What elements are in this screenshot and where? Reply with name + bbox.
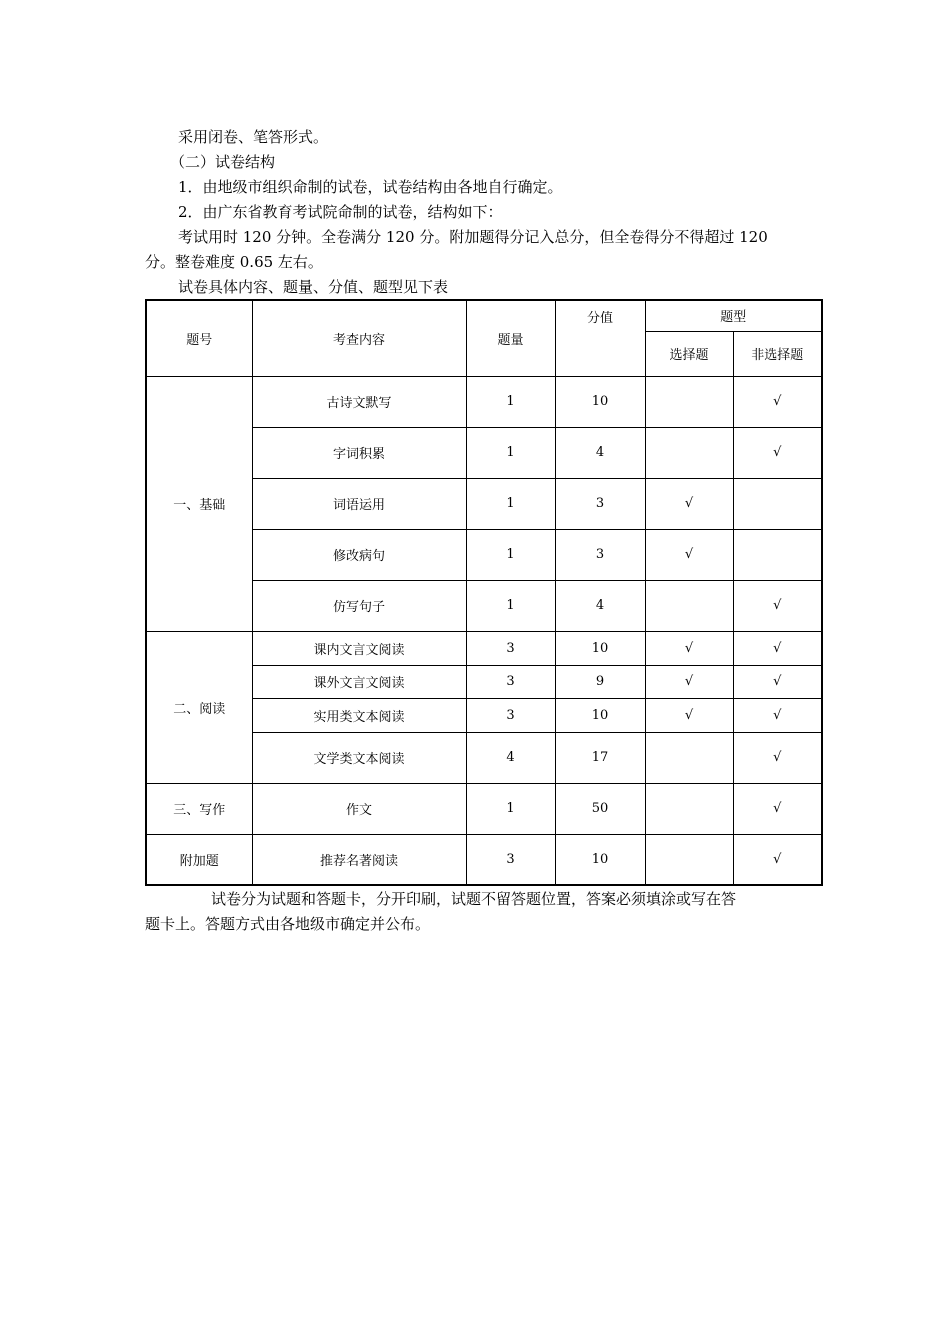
paragraph-exam-form: 采用闭卷、笔答形式。 [178, 128, 329, 146]
row-count: 3 [466, 698, 555, 732]
row-nonchoice-mark [733, 529, 822, 580]
row-nonchoice-mark [733, 478, 822, 529]
header-choice: 选择题 [645, 331, 733, 376]
row-choice-mark: √ [645, 698, 733, 732]
paragraph-answer-card-line2: 题卡上。答题方式由各地级市确定并公布。 [145, 915, 431, 933]
row-choice-mark: √ [645, 665, 733, 698]
paragraph-item-1: 1．由地级市组织命制的试卷，试卷结构由各地自行确定。 [178, 178, 563, 196]
row-choice-mark [645, 834, 733, 885]
row-content: 词语运用 [252, 478, 466, 529]
row-content: 仿写句子 [252, 580, 466, 631]
header-nonchoice: 非选择题 [733, 331, 822, 376]
group-label-bonus: 附加题 [146, 834, 252, 885]
table-row [146, 376, 822, 427]
row-score: 10 [555, 376, 645, 427]
table-header-row [146, 300, 822, 331]
row-choice-mark [645, 783, 733, 834]
row-count: 1 [466, 376, 555, 427]
paragraph-time-score-line2: 分。整卷难度 0.65 左右。 [145, 253, 323, 271]
table-caption: 试卷具体内容、题量、分值、题型见下表 [178, 278, 449, 296]
row-nonchoice-mark: √ [733, 783, 822, 834]
row-score: 10 [555, 631, 645, 665]
row-score: 10 [555, 834, 645, 885]
exam-structure-table [145, 299, 823, 886]
row-nonchoice-mark: √ [733, 665, 822, 698]
row-nonchoice-mark: √ [733, 732, 822, 783]
row-content: 推荐名著阅读 [252, 834, 466, 885]
row-count: 4 [466, 732, 555, 783]
group-label-basics: 一、基础 [146, 376, 252, 631]
row-nonchoice-mark: √ [733, 698, 822, 732]
table-row [146, 834, 822, 885]
paragraph-item-2: 2．由广东省教育考试院命制的试卷，结构如下： [178, 203, 503, 221]
row-choice-mark [645, 376, 733, 427]
paragraph-time-score-line1: 考试用时 120 分钟。全卷满分 120 分。附加题得分记入总分，但全卷得分不得超过 120 [178, 228, 768, 246]
group-label-reading: 二、阅读 [146, 631, 252, 783]
row-content: 字词积累 [252, 427, 466, 478]
row-score: 3 [555, 529, 645, 580]
row-count: 3 [466, 665, 555, 698]
row-choice-mark [645, 732, 733, 783]
row-score: 17 [555, 732, 645, 783]
row-score: 9 [555, 665, 645, 698]
row-nonchoice-mark: √ [733, 427, 822, 478]
row-choice-mark [645, 580, 733, 631]
row-score: 4 [555, 427, 645, 478]
row-content: 实用类文本阅读 [252, 698, 466, 732]
row-content: 文学类文本阅读 [252, 732, 466, 783]
paragraph-answer-card-line1: 试卷分为试题和答题卡，分开印刷，试题不留答题位置，答案必须填涂或写在答 [211, 890, 737, 908]
row-count: 1 [466, 580, 555, 631]
section-heading-structure: （二）试卷结构 [170, 153, 276, 171]
group-label-writing: 三、写作 [146, 783, 252, 834]
row-content: 古诗文默写 [252, 376, 466, 427]
row-score: 3 [555, 478, 645, 529]
table-row [146, 631, 822, 665]
header-number: 题号 [146, 300, 252, 376]
row-content: 作文 [252, 783, 466, 834]
row-count: 1 [466, 783, 555, 834]
row-nonchoice-mark: √ [733, 631, 822, 665]
row-nonchoice-mark: √ [733, 834, 822, 885]
row-count: 1 [466, 427, 555, 478]
row-nonchoice-mark: √ [733, 580, 822, 631]
row-count: 3 [466, 631, 555, 665]
header-content: 考查内容 [252, 300, 466, 376]
row-choice-mark [645, 427, 733, 478]
header-type: 题型 [645, 300, 822, 331]
row-score: 50 [555, 783, 645, 834]
table-row [146, 783, 822, 834]
row-choice-mark: √ [645, 529, 733, 580]
row-content: 课外文言文阅读 [252, 665, 466, 698]
row-choice-mark: √ [645, 478, 733, 529]
row-score: 4 [555, 580, 645, 631]
row-score: 10 [555, 698, 645, 732]
row-count: 1 [466, 529, 555, 580]
row-count: 3 [466, 834, 555, 885]
row-content: 修改病句 [252, 529, 466, 580]
row-nonchoice-mark: √ [733, 376, 822, 427]
header-count: 题量 [466, 300, 555, 376]
row-choice-mark: √ [645, 631, 733, 665]
header-score: 分值 [555, 300, 645, 376]
row-count: 1 [466, 478, 555, 529]
row-content: 课内文言文阅读 [252, 631, 466, 665]
